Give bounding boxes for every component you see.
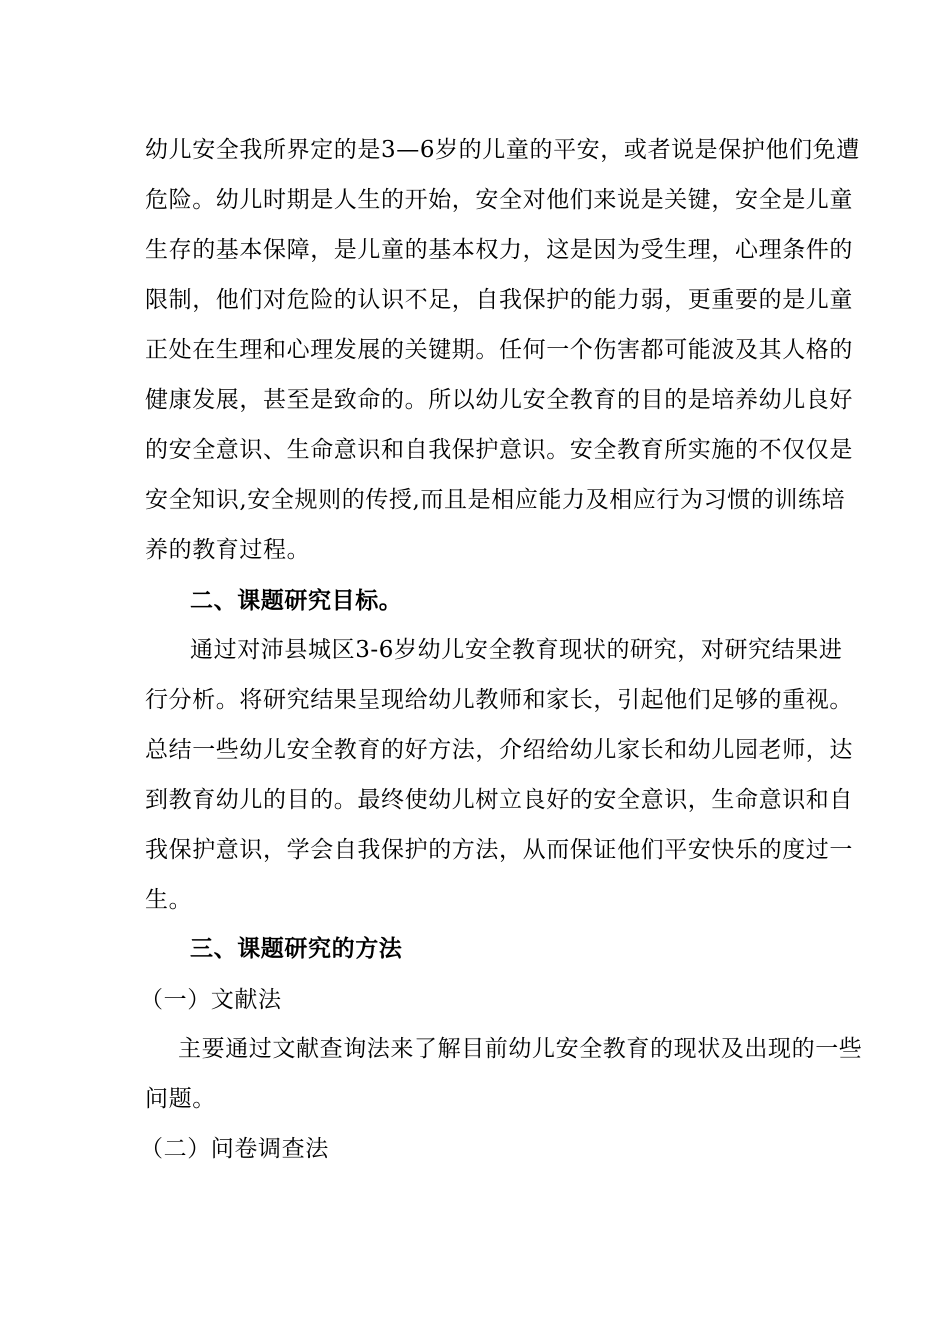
text-line: 主要通过文献查询法来了解目前幼儿安全教育的现状及出现的一些 (178, 1036, 863, 1062)
text-line: 通过对沛县城区3-6岁幼儿安全教育现状的研究，对研究结果进 (190, 637, 843, 663)
text-line: 的安全意识、生命意识和自我保护意识。安全教育所实施的不仅仅是 (145, 437, 853, 463)
text-line: 到教育幼儿的目的。最终使幼儿树立良好的安全意识，生命意识和自 (145, 787, 853, 813)
text-line: 行分析。将研究结果呈现给幼儿教师和家长，引起他们足够的重视。 (145, 687, 853, 713)
text-line: 危险。幼儿时期是人生的开始，安全对他们来说是关键，安全是儿童 (145, 187, 853, 213)
text-line: 幼儿安全我所界定的是3—6岁的儿童的平安，或者说是保护他们免遭 (145, 137, 860, 163)
subheading-literature-method: （一）文献法 (140, 987, 282, 1013)
text-line: 生。 (145, 887, 193, 913)
text-line: 健康发展，甚至是致命的。所以幼儿安全教育的目的是培养幼儿良好 (145, 387, 853, 413)
text-line: 生存的基本保障，是儿童的基本权力，这是因为受生理，心理条件的 (145, 237, 853, 263)
section-heading-research-goals: 二、课题研究目标。 (190, 587, 403, 614)
text-line: 养的教育过程。 (145, 537, 311, 563)
text-line: 我保护意识，学会自我保护的方法，从而保证他们平安快乐的度过一 (145, 837, 853, 863)
text-line: 安全知识,安全规则的传授,而且是相应能力及相应行为习惯的训练培 (145, 487, 846, 513)
section-heading-research-methods: 三、课题研究的方法 (190, 935, 403, 962)
subheading-questionnaire-method: （二）问卷调查法 (140, 1136, 329, 1162)
text-line: 正处在生理和心理发展的关键期。任何一个伤害都可能波及其人格的 (145, 337, 853, 363)
text-line: 总结一些幼儿安全教育的好方法，介绍给幼儿家长和幼儿园老师，达 (145, 737, 853, 763)
text-line: 限制，他们对危险的认识不足，自我保护的能力弱，更重要的是儿童 (145, 287, 853, 313)
text-line: 问题。 (145, 1086, 216, 1112)
